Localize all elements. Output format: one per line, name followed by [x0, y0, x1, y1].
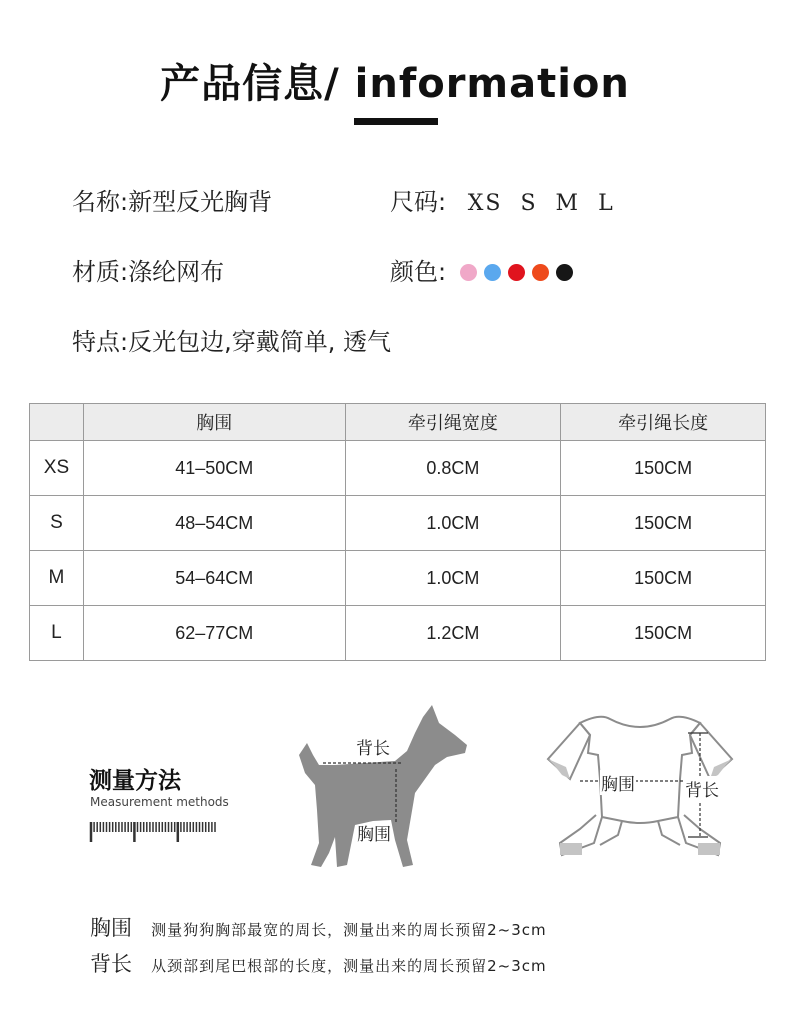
value-cell: 150CM: [561, 496, 766, 551]
description-text: 从颈部到尾巴根部的长度，测量出来的周长预留2~3cm: [151, 957, 547, 975]
size-option: L: [598, 191, 615, 216]
value-cell: 62–77CM: [83, 606, 345, 661]
title-underline: [354, 118, 438, 125]
size-table: [29, 403, 766, 661]
shirt-back-label: 背长: [684, 776, 720, 801]
table-row: [30, 441, 766, 496]
value-cell: 54–64CM: [83, 551, 345, 606]
page-title: 产品信息/ information: [160, 61, 630, 107]
header-cell: [30, 404, 84, 441]
value-cell: 48–54CM: [83, 496, 345, 551]
value-cell: 1.0CM: [345, 496, 561, 551]
color-swatch: [556, 264, 573, 281]
color-row: [390, 252, 580, 287]
value-cell: 1.0CM: [345, 551, 561, 606]
value-cell: 150CM: [561, 441, 766, 496]
description-key: 背长: [90, 952, 132, 976]
header-cell: 胸围: [83, 404, 345, 441]
table-row: [30, 606, 766, 661]
color-swatch: [532, 264, 549, 281]
size-row: [390, 182, 633, 217]
size-cell: M: [30, 551, 84, 606]
color-swatches: [460, 258, 580, 286]
table-row: [30, 496, 766, 551]
size-option: XS: [467, 191, 503, 216]
color-swatch: [460, 264, 477, 281]
features: 特点:反光包边,穿戴简单, 透气: [72, 328, 391, 356]
size-option: M: [555, 191, 581, 216]
color-swatch: [484, 264, 501, 281]
size-cell: XS: [30, 441, 84, 496]
size-cell: L: [30, 606, 84, 661]
value-cell: 0.8CM: [345, 441, 561, 496]
back-description: [90, 948, 547, 978]
material: 材质:涤纶网布: [72, 258, 225, 286]
size-cell: S: [30, 496, 84, 551]
size-option: S: [520, 191, 538, 216]
size-label: 尺码:: [390, 188, 447, 216]
value-cell: 150CM: [561, 606, 766, 661]
size-list: [468, 191, 633, 216]
value-cell: 1.2CM: [345, 606, 561, 661]
ruler-icon: [89, 818, 219, 844]
method-title: 测量方法: [89, 768, 181, 794]
dog-silhouette-icon: [295, 705, 480, 885]
header-cell: 牵引绳长度: [561, 404, 766, 441]
chest-description: [90, 912, 547, 942]
dog-chest-label: 胸围: [357, 825, 391, 845]
description-text: 测量狗狗胸部最宽的周长，测量出来的周长预留2~3cm: [151, 921, 547, 939]
color-label: 颜色:: [390, 258, 447, 286]
table-header-row: [30, 404, 766, 441]
value-cell: 150CM: [561, 551, 766, 606]
description-key: 胸围: [90, 916, 132, 940]
dog-back-label: 背长: [355, 734, 391, 759]
method-subtitle: Measurement methods: [90, 795, 229, 809]
color-swatch: [508, 264, 525, 281]
product-name: 名称:新型反光胸背: [72, 188, 273, 216]
shirt-chest-label: 胸围: [600, 770, 636, 795]
header-cell: 牵引绳宽度: [345, 404, 561, 441]
table-row: [30, 551, 766, 606]
value-cell: 41–50CM: [83, 441, 345, 496]
